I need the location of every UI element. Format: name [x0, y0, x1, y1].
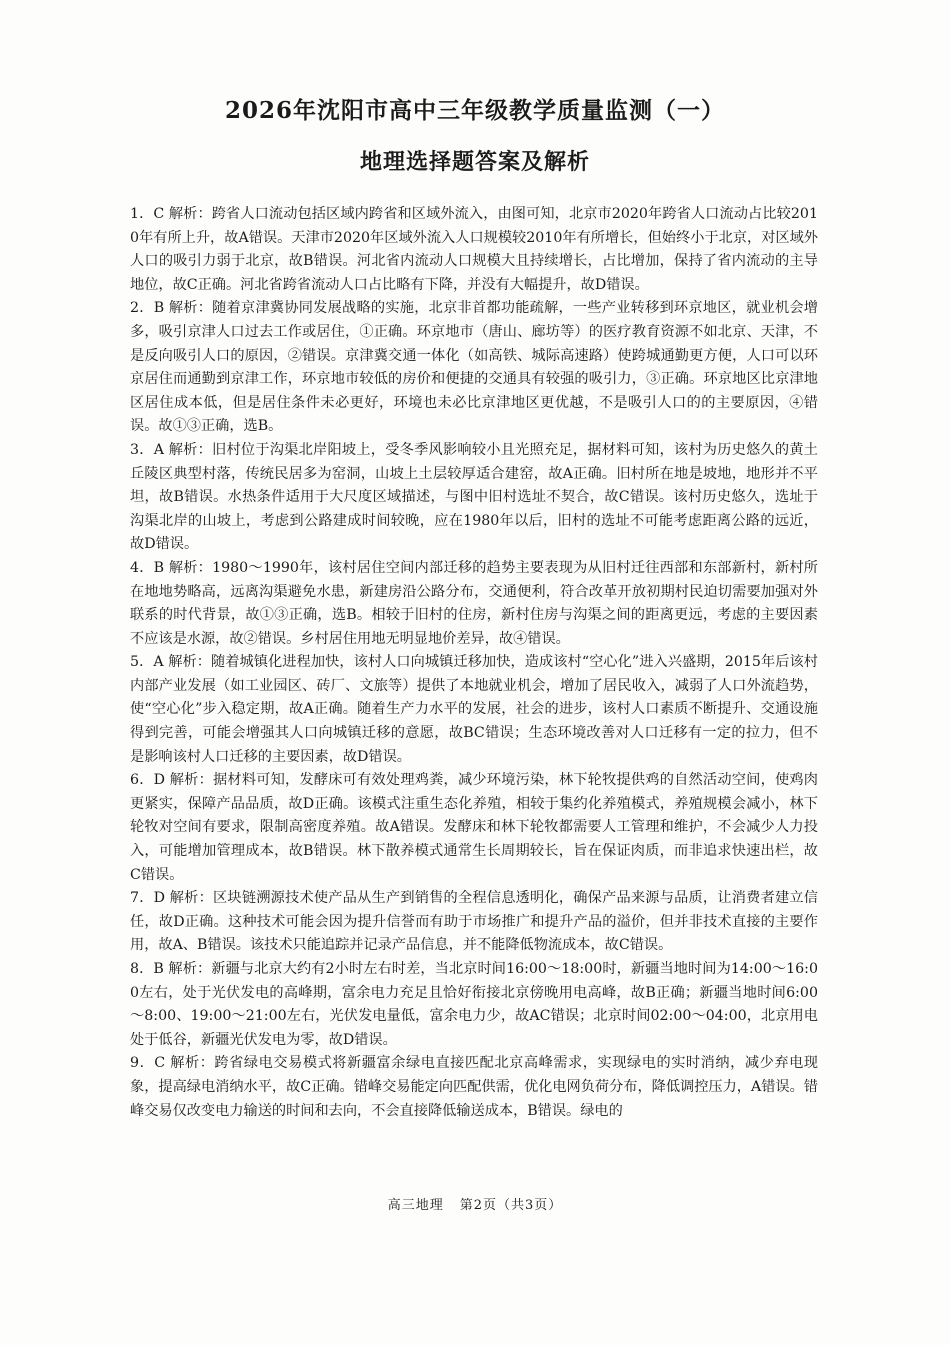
answer-item-2: 2．B 解析：随着京津冀协同发展战略的实施，北京非首都功能疏解，一些产业转移到环京地区，就业机会增多，吸引京津人口过去工作或居住，①正确。环京地市（唐山、廊坊等）的医疗教育资源不如北京、天津，不是反向吸引人口的原因，②错误。京津冀交通一体化（如高铁、城际高速路）使跨城通勤更方便，人口可以环京居住而通勤到京津工作，环京地市较低的房价和便捷的交通具有较强的吸引力，③正确。环京地区比京津地区居住成本低，但是居住条件未必更好，环境也未必比京津地区更优越，不是吸引人口的的主要原因，④错误。故①③正确，选B。 [130, 300, 818, 435]
answer-item-7: 7．D 解析：区块链溯源技术使产品从生产到销售的全程信息透明化，确保产品来源与品质，让消费者建立信任，故D正确。这种技术可能会因为提升信誉而有助于市场推广和提升产品的溢价，但并非技术直接的主要作用，故A、B错误。该技术只能追踪并记录产品信息，并不能降低物流成本，故C错误。 [130, 890, 818, 954]
answer-item-6: 6．D 解析：据材料可知，发酵床可有效处理鸡粪，减少环境污染，林下轮牧提供鸡的自然活动空间，使鸡肉更紧实，保障产品品质，故D正确。该模式注重生态化养殖，相较于集约化养殖模式，养殖规模会减小，林下轮牧对空间有要求，限制高密度养殖。故A错误。发酵床和林下轮牧都需要人工管理和维护，不会减少人力投入，可能增加管理成本，故B错误。林下散养模式通常生长周期较长，旨在保证肉质，而非追求快速出栏，故C错误。 [130, 772, 818, 883]
answer-item-3: 3．A 解析：旧村位于沟渠北岸阳坡上，受冬季风影响较小且光照充足，据材料可知，该村为历史悠久的黄土丘陵区典型村落，传统民居多为窑洞，山坡上土层较厚适合建窑，故A正确。旧村所在地是坡地，地形并不平坦，故B错误。水热条件适用于大尺度区域描述，与图中旧村选址不契合，故C错误。该村历史悠久，选址于沟渠北岸的山坡上，考虑到公路建成时间较晚，应在1980年以后，旧村的选址不可能考虑距离公路的远近，故D错误。 [130, 441, 818, 553]
document-title: 2026年沈阳市高中三年级教学质量监测（一） [224, 97, 725, 124]
answer-item-4: 4．B 解析：1980～1990年，该村居住空间内部迁移的趋势主要表现为从旧村迁往西部和东部新村，新村所在地地势略高，远离沟渠避免水患，新建房沿公路分布，交通便利，符合改革开放初期村民迫切需要加强对外联系的时代背景，故①③正确，选B。相较于旧村的住房，新村住房与沟渠之间的距离更远，考虑的主要因素不应该是水源，故②错误。乡村居住用地无明显地价差异，故④错误。 [130, 559, 818, 647]
answer-list [130, 203, 818, 1123]
answer-item-1: 1．C 解析：跨省人口流动包括区域内跨省和区域外流入，由图可知，北京市2020年跨省人口流动占比较2010年有所上升，故A错误。天津市2020年区域外流入人口规模较2010年有所增长，但始终小于北京，对区域外人口的吸引力弱于北京，故B错误。河北省内流动人口规模大且持续增长，占比增加，保持了省内流动的主导地位，故C正确。河北省跨省流动人口占比略有下降，并没有大幅提升，故D错误。 [130, 206, 818, 293]
answer-item-8: 8．B 解析：新疆与北京大约有2小时左右时差，当北京时间16:00～18:00时，新疆当地时间为14:00～16:00左右，处于光伏发电的高峰期，富余电力充足且恰好衔接北京傍晚用电高峰，故B正确；新疆当地时间6:00～8:00、19:00～21:00左右，光伏发电量低，富余电力少，故AC错误；北京时间02:00～04:00，北京用电处于低谷，新疆光伏发电为零，故D错误。 [130, 961, 818, 1048]
footer-page-number: 第2页（共3页） [459, 1198, 563, 1213]
footer-subject: 高三地理 [387, 1198, 444, 1213]
document-subtitle: 地理选择题答案及解析 [359, 149, 590, 175]
answer-item-9: 9．C 解析：跨省绿电交易模式将新疆富余绿电直接匹配北京高峰需求，实现绿电的实时消纳，减少弃电现象，提高绿电消纳水平，故C正确。错峰交易能定向匹配供需，优化电网负荷分布，降低调控压力，A错误。错峰交易仅改变电力输送的时间和去向，不会直接降低输送成本，B错误。绿电的 [130, 1055, 818, 1119]
answer-item-5: 5．A 解析：随着城镇化进程加快，该村人口向城镇迁移加快，造成该村“空心化”进入兴盛期，2015年后该村内部产业发展（如工业园区、砖厂、文旅等）提供了本地就业机会，增加了居民收入，减弱了人口外流趋势，使“空心化”步入稳定期，故A正确。随着生产力水平的发展，社会的进步，该村人口素质不断提升、交通设施得到完善，可能会增强其人口向城镇迁移的意愿，故BC错误；生态环境改善对人口迁移有一定的拉力，但不是影响该村人口迁移的主要因素，故D错误。 [130, 654, 818, 765]
page-footer [0, 1194, 950, 1213]
